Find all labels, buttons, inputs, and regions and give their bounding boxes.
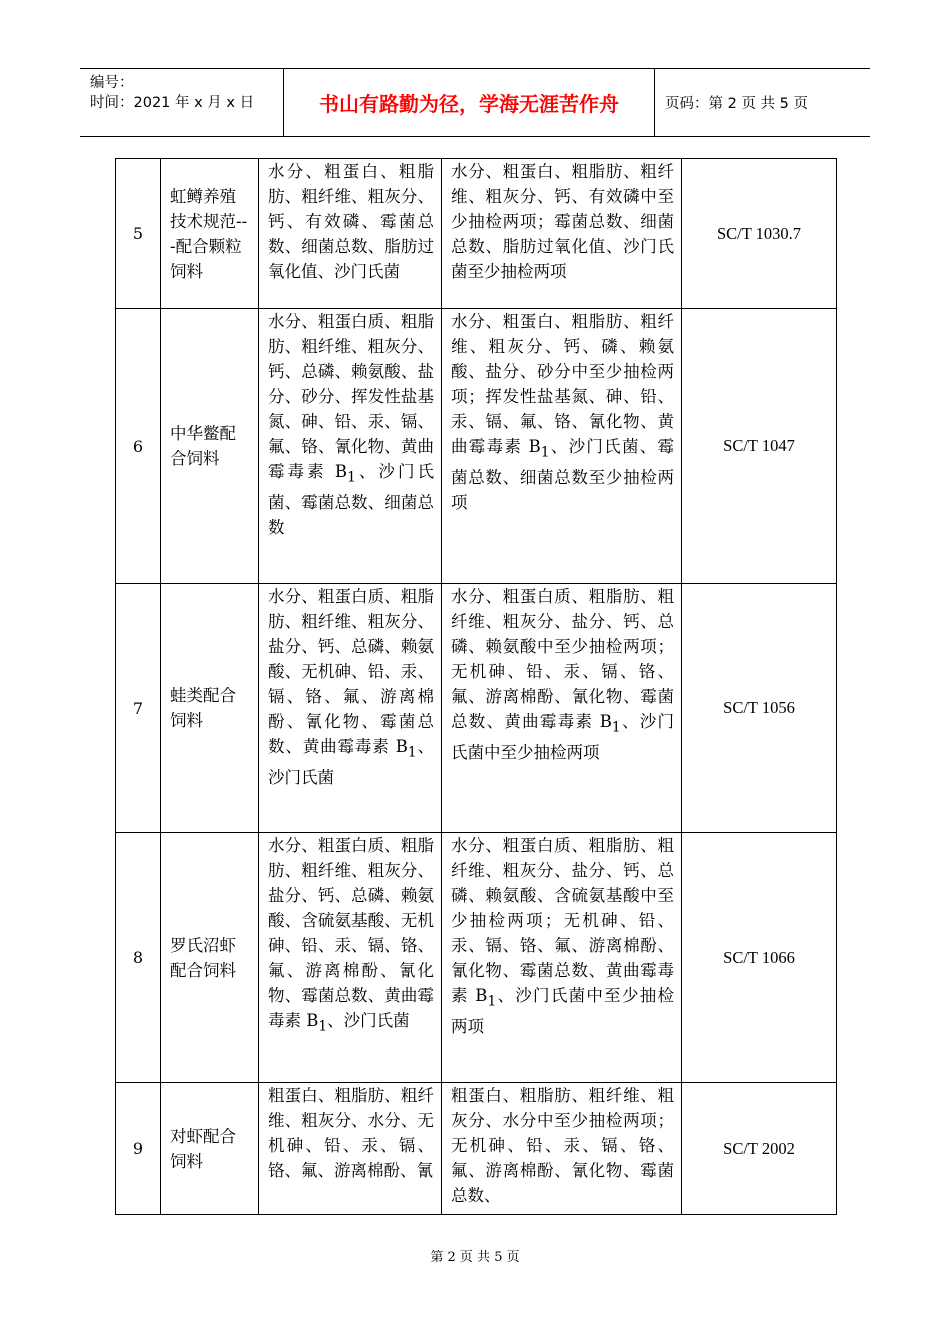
- row-number: 8: [116, 833, 161, 1083]
- page-header: [80, 68, 870, 137]
- test-items: 水分、粗蛋白、粗脂肪、粗纤维、粗灰分、钙、有效磷、霉菌总数、细菌总数、脂肪过氧化值、沙门氏菌: [259, 159, 442, 309]
- test-items: 水分、粗蛋白质、粗脂肪、粗纤维、粗灰分、盐分、钙、总磷、赖氨酸、含硫氨基酸、无机砷、铅、汞、镉、铬、氟、游离棉酚、氰化物、霉菌总数、黄曲霉毒素 $B_1$、沙门氏菌: [259, 833, 442, 1083]
- sampling-items: 水分、粗蛋白、粗脂肪、粗纤维、粗灰分、钙、有效磷中至少抽检两项；霉菌总数、细菌总数、脂肪过氧化值、沙门氏菌至少抽检两项: [442, 159, 682, 309]
- sampling-items: 水分、粗蛋白质、粗脂肪、粗纤维、粗灰分、盐分、钙、总磷、赖氨酸、含硫氨基酸中至少抽检两项；无机砷、铅、汞、镉、铬、氟、游离棉酚、氰化物、霉菌总数、黄曲霉毒素 $B_1$、沙门氏菌中至少抽检两项: [442, 833, 682, 1083]
- row-number: 5: [116, 159, 161, 309]
- page-footer: 第 2 页 共 5 页: [430, 1250, 520, 1265]
- feed-name: 虹鳟养殖技术规范---配合颗粒饲料: [161, 159, 259, 309]
- feed-name: 中华鳖配合饲料: [161, 309, 259, 584]
- sampling-items: 水分、粗蛋白、粗脂肪、粗纤维、粗灰分、钙、磷、赖氨酸、盐分、砂分中至少抽检两项；挥发性盐基氮、砷、铅、汞、镉、氟、铬、氰化物、黄曲霉毒素 $B_1$、沙门氏菌、霉菌总数、细菌总数至少抽检两项: [442, 309, 682, 584]
- feed-name: 蛙类配合饲料: [161, 584, 259, 833]
- header-motto: 书山有路勤为径，学海无涯苦作舟: [284, 69, 655, 136]
- sampling-items: 粗蛋白、粗脂肪、粗纤维、粗灰分、水分中至少抽检两项；无机砷、铅、汞、镉、铬、氟、游离棉酚、氰化物、霉菌总数、: [442, 1083, 682, 1215]
- table-row: [116, 584, 837, 833]
- standard-code: SC/T 2002: [682, 1083, 837, 1215]
- standard-code: SC/T 1047: [682, 309, 837, 584]
- test-items: 水分、粗蛋白质、粗脂肪、粗纤维、粗灰分、盐分、钙、总磷、赖氨酸、无机砷、铅、汞、镉、铬、氟、游离棉酚、氰化物、霉菌总数、黄曲霉毒素 $B_1$、沙门氏菌: [259, 584, 442, 833]
- table-row: [116, 309, 837, 584]
- test-items: 水分、粗蛋白质、粗脂肪、粗纤维、粗灰分、钙、总磷、赖氨酸、盐分、砂分、挥发性盐基氮、砷、铅、汞、镉、氟、铬、氰化物、黄曲霉毒素 $B_1$、沙门氏菌、霉菌总数、细菌总数: [259, 309, 442, 584]
- table-row: [116, 833, 837, 1083]
- row-number: 9: [116, 1083, 161, 1215]
- document-date: 时间：2021 年 x 月 x 日: [90, 95, 255, 111]
- feed-name: 罗氏沼虾配合饲料: [161, 833, 259, 1083]
- standard-code: SC/T 1066: [682, 833, 837, 1083]
- standards-table: [115, 158, 837, 1215]
- table-row: [116, 159, 837, 309]
- feed-name: 对虾配合饲料: [161, 1083, 259, 1215]
- row-number: 7: [116, 584, 161, 833]
- document-number-label: 编号：: [90, 75, 134, 91]
- table-row: [116, 1083, 837, 1215]
- standard-code: SC/T 1056: [682, 584, 837, 833]
- standard-code: SC/T 1030.7: [682, 159, 837, 309]
- row-number: 6: [116, 309, 161, 584]
- sampling-items: 水分、粗蛋白质、粗脂肪、粗纤维、粗灰分、盐分、钙、总磷、赖氨酸中至少抽检两项；无机砷、铅、汞、镉、铬、氟、游离棉酚、氰化物、霉菌总数、黄曲霉毒素 $B_1$、沙门氏菌中至少抽检两项: [442, 584, 682, 833]
- header-page-info: 页码：第 2 页 共 5 页: [665, 96, 808, 112]
- test-items: 粗蛋白、粗脂肪、粗纤维、粗灰分、水分、无机砷、铅、汞、镉、铬、氟、游离棉酚、氰: [259, 1083, 442, 1215]
- header-meta: [80, 69, 284, 136]
